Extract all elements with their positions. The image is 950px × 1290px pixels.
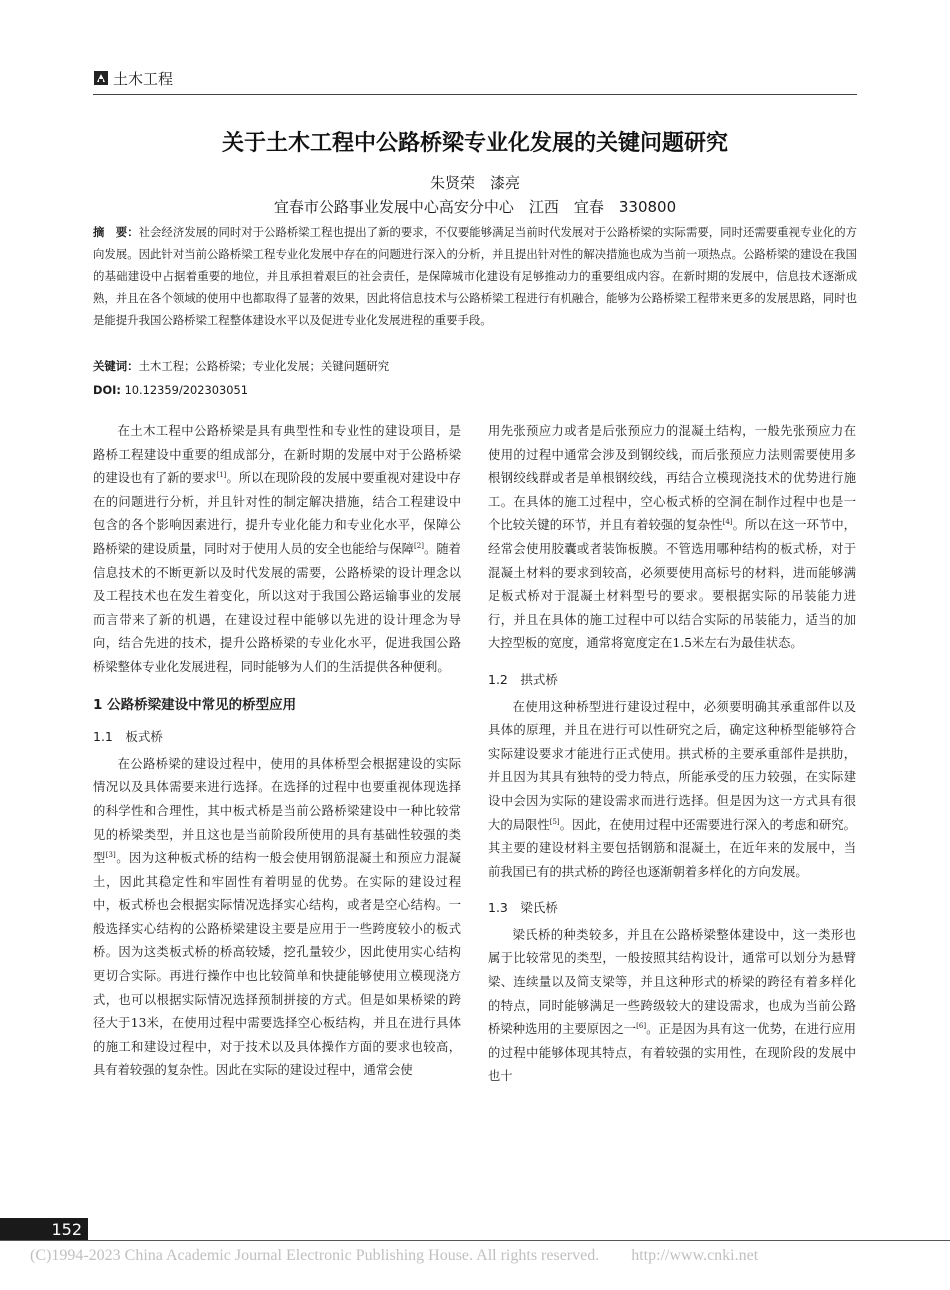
- citation: [1]: [216, 471, 227, 480]
- doi: [93, 380, 248, 400]
- left-column: [93, 420, 461, 1083]
- page-number: 152: [0, 1218, 88, 1240]
- keywords-label: 关键词：: [93, 359, 139, 373]
- journal-name: 土木工程: [113, 69, 174, 88]
- running-header: [93, 66, 173, 90]
- doi-label: DOI:: [93, 383, 121, 397]
- subsection-heading: 1.2 拱式桥: [488, 671, 558, 687]
- citation: [5]: [549, 817, 560, 826]
- keywords: [93, 356, 857, 376]
- citation: [6]: [636, 1022, 647, 1031]
- paragraph: 用先张预应力或者是后张预应力的混凝土结构，一般先张预应力在使用的过程中通常会涉及到钢绞线，而后张预应力法则需要使用多根钢绞线群或者是单根钢绞线，再结合立模现浇技术的优势进行施工。在具体的施工过程中，空心板式桥的空洞在制作过程中也是一个比较关键的环节，并且有着较强的复杂性[4]。所以在这一环节中，经常会使用胶囊或者装饰板膜。不管选用哪种结构的板式桥，对于混凝土材料的要求到较高，必须要使用高标号的材料，进而能够满足板式桥对于混凝土材料型号的要求。要根据实际的吊装能力进行，并且在具体的施工过程中可以结合实际的吊装能力，适当的加大控型板的宽度，通常将宽度定在1.5米左右为最佳状态。: [488, 424, 856, 651]
- right-column: [488, 420, 856, 1089]
- paragraph: 在土木工程中公路桥梁是具有典型性和专业性的建设项目，是路桥工程建设中重要的组成部分，在新时期的发展中对于公路桥梁的建设也有了新的要求[1]。所以在现阶段的发展中要重视对建设中存在的问题进行分析，并且针对性的制定解决措施，结合工程建设中包含的各个影响因素进行，提升专业化能力和专业化水平，保障公路桥梁的建设质量，同时对于使用人员的安全也能给与保障[2]。随着信息技术的不断更新以及时代发展的需要，公路桥梁的设计理念以及工程技术也在发生着变化，所以这对于我国公路运输事业的发展而言带来了新的机遇，在建设过程中能够以先进的设计理念为导向，结合先进的技术，提升公路桥梁的专业化水平，促进我国公路桥梁整体专业化发展进程，同时能够为人们的生活提供各种便利。: [93, 424, 461, 674]
- abstract: [93, 221, 857, 331]
- citation: [4]: [722, 518, 733, 527]
- header-divider: [93, 94, 857, 95]
- abstract-label: 摘 要：: [93, 225, 139, 239]
- paragraph: 在公路桥梁的建设过程中，使用的具体桥型会根据建设的实际情况以及具体需要来进行选择。在选择的过程中也要重视体现选择的科学性和合理性，其中板式桥是当前公路桥梁建设中一种比较常见的桥梁类型，并且这也是当前阶段所使用的具有基础性较强的类型[3]。因为这种板式桥的结构一般会使用钢筋混凝土和预应力混凝土，因此其稳定性和牢固性有着明显的优势。在实际的建设过程中，板式桥也会根据实际情况选择实心结构，或者是空心结构。一般选择实心结构的公路桥梁建设主要是应用于一些跨度较小的板式桥。因为这类板式桥的桥高较矮，挖孔量较少，因此使用实心结构更切合实际。再进行操作中也比较简单和快捷能够使用立模现浇方式，也可以根据实际情况选择预制拼接的方式。但是如果桥梁的跨径大于13米，在使用过程中需要选择空心板结构，并且在进行具体的施工和建设过程中，对于技术以及具体操作方面的要求也较高，具有着较强的复杂性。因此在实际的建设过程中，通常会使: [93, 756, 461, 1078]
- keywords-text: 土木工程；公路桥梁；专业化发展；关键问题研究: [138, 359, 390, 373]
- subsection-heading: 1.3 梁氏桥: [488, 900, 558, 916]
- footer-divider: [0, 1240, 950, 1241]
- abstract-text: 社会经济发展的同时对于公路桥梁工程也提出了新的要求，不仅要能够满足当前时代发展对于公路桥梁的实际需要，同时还需要重视专业化的方向发展。因此针对当前公路桥梁工程专业化发展中存在的问题进行深入的分析，并且提出针对性的解决措施也成为当前一项热点。公路桥梁的建设在我国的基础建设中占据着重要的地位，并且承担着艰巨的社会责任，是保障城市化建设有足够推动力的重要组成内容。在新时期的发展中，信息技术逐渐成熟，并且在各个领域的使用中也都取得了显著的效果，因此将信息技术与公路桥梁工程进行有机融合，能够为公路桥梁工程带来更多的发展思路，同时也是能提升我国公路桥梁工程整体建设水平以及促进专业化发展进程的重要手段。: [93, 225, 857, 327]
- paragraph: 梁氏桥的种类较多，并且在公路桥梁整体建设中，这一类形也属于比较常见的类型，一般按照其结构设计，通常可以划分为悬臂梁、连续量以及简支梁等，并且这种形式的桥梁的跨径有着多样化的特点，同时能够满足一些跨级较大的建设需求，也成为当前公路桥梁种选用的主要原因之一[6]。正是因为具有这一优势，在进行应用的过程中能够体现其特点，有着较强的实用性，在现阶段的发展中也十: [488, 927, 856, 1084]
- subsection-heading: 1.1 板式桥: [93, 729, 163, 745]
- authors: 朱贤荣 漆亮: [429, 174, 520, 192]
- doi-value: 10.12359/202303051: [124, 383, 248, 397]
- citation: [2]: [414, 541, 424, 550]
- citation: [3]: [105, 851, 116, 859]
- copyright-watermark: (C)1994-2023 China Academic Journal Electronic Publishing House. All rights reserved. http://www.cnki.net: [30, 1247, 759, 1264]
- journal-logo-icon: [93, 70, 109, 86]
- affiliation: 宜春市公路事业发展中心高安分中心 江西 宜春 330800: [273, 198, 677, 216]
- paper-title: 关于土木工程中公路桥梁专业化发展的关键问题研究: [221, 131, 728, 156]
- section-heading: 1 公路桥梁建设中常见的桥型应用: [93, 696, 297, 713]
- paragraph: 在使用这种桥型进行建设过程中，必须要明确其承重部件以及具体的原理，并且在进行可以性研究之后，确定这种桥型能够符合实际建设要求才能进行正式使用。拱式桥的主要承重部件是拱肋，并且因为其具有独特的受力特点，所能承受的压力较强，在实际建设中会因为实际的建设需求而进行选择。但是因为这一方式具有很大的局限性[5]。因此，在使用过程中还需要进行深入的考虑和研究。其主要的建设材料主要包括钢筋和混凝土，在近年来的发展中，当前我国已有的拱式桥的跨径也逐渐朝着多样化的方向发展。: [488, 699, 856, 879]
